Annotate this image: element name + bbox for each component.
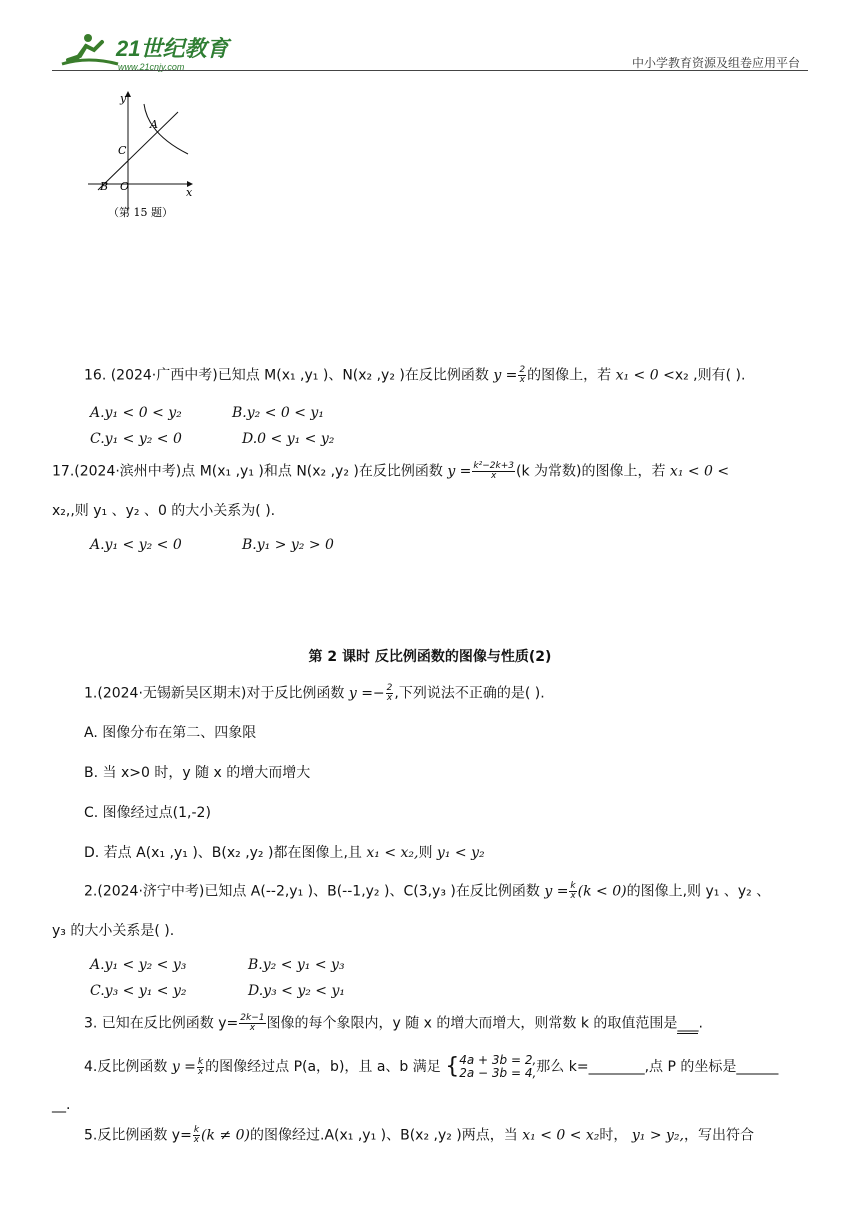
p5-stem-b: 的图像经过.A(x₁ ,y₁ )、B(x₂ ,y₂ )两点，当: [250, 1127, 518, 1144]
p3-stem-b: 图像的每个象限内，y 随 x 的增大而增大，则常数 k 的取值范围是: [266, 1015, 678, 1032]
p5-stem-d: ，写出符合: [684, 1127, 754, 1144]
label-a: A: [150, 118, 158, 131]
q16-frac-num: 2: [519, 365, 526, 375]
figure-caption: （第 15 题）: [108, 206, 173, 219]
p2-frac-den: x: [570, 891, 576, 901]
p3-fraction: [239, 1014, 265, 1033]
q17-frac-den: x: [491, 471, 497, 481]
q17-func-lhs: y =: [447, 463, 472, 480]
p5-frac-num: k: [193, 1125, 200, 1135]
p2-option-d: D.y₃ < y₂ < y₁: [248, 983, 346, 999]
p4-stem-b: 的图像经过点 P(a，b)，且 a、b 满足: [205, 1059, 441, 1075]
p3-frac-den: x: [249, 1023, 256, 1033]
q17-fraction: [472, 462, 515, 481]
q16-option-a: A.y₁ < 0 < y₂: [90, 405, 182, 421]
p3-stem-c: .: [698, 1015, 703, 1032]
label-y: y: [120, 92, 127, 105]
p1-option-d: [84, 844, 485, 862]
q17-frac-num: k²−2k+3: [473, 461, 514, 471]
p4-stem: [84, 1054, 778, 1080]
p1-stem-b: ,下列说法不正确的是( ).: [394, 685, 545, 702]
p2-option-c: C.y₃ < y₁ < y₂: [90, 983, 187, 999]
p3-answer-blank[interactable]: ___: [677, 1015, 699, 1032]
p2-func-rhs: (k < 0): [577, 883, 627, 900]
p4-stem-d: ,点 P 的坐标是: [644, 1059, 737, 1075]
p4-stem-a: 4.反比例函数: [84, 1059, 168, 1075]
q16-option-c: C.y₁ < y₂ < 0: [90, 431, 182, 447]
q17-stem-b: (k 为常数)的图像上，若: [515, 463, 666, 480]
p3-stem-a: 3. 已知在反比例函数 y=: [84, 1015, 239, 1032]
p1-option-c: C. 图像经过点(1,-2): [84, 805, 211, 821]
q16-option-d: D.0 < y₁ < y₂: [242, 431, 335, 447]
label-o: O: [120, 180, 130, 193]
p1-option-a: A. 图像分布在第二、四象限: [84, 725, 257, 741]
header-platform-text: 中小学教育资源及组卷应用平台: [631, 56, 800, 70]
q16-stem-b: 的图像上，若: [527, 367, 612, 384]
p1-option-d-res: y₁ < y₂: [436, 845, 485, 861]
p1-frac-den: x: [386, 693, 393, 703]
p2-stem: [84, 882, 770, 901]
p2-func-lhs: y =: [544, 883, 569, 900]
p1-option-d-a: D. 若点 A(x₁ ,y₁ )、B(x₂ ,y₂ )都在图像上,且: [84, 845, 362, 861]
p2-stem-b: 的图像上,则 y₁ 、y₂ 、: [626, 883, 771, 900]
p4-line2: __.: [52, 1097, 71, 1113]
p4-func-lhs: y =: [171, 1059, 196, 1075]
header-divider: [52, 70, 808, 71]
p1-fraction: [386, 684, 394, 703]
runner-icon: [62, 34, 118, 64]
q16-option-b: B.y₂ < 0 < y₁: [232, 405, 324, 421]
p5-stem: [84, 1126, 754, 1145]
p2-stem-a: 2.(2024·济宁中考)已知点 A(--2,y₁ )、B(--1,y₂ )、C(3,y₃ )在反比例函数: [84, 883, 540, 900]
p4-eq1: 4a + 3b = 2,: [459, 1053, 537, 1067]
p2-option-a: A.y₁ < y₂ < y₃: [90, 957, 187, 973]
p1-stem: [84, 684, 545, 703]
p4-answer-blank-p[interactable]: ______: [736, 1059, 779, 1075]
p4-fraction: [197, 1058, 204, 1077]
logo-text: 21世纪教育: [116, 36, 229, 61]
p1-frac-num: 2: [386, 683, 393, 693]
p5-cond: x₁ < 0 < x₂: [522, 1127, 600, 1144]
p4-eq2: 2a − 3b = 4,: [459, 1066, 537, 1080]
p1-option-d-cond: x₁ < x₂,: [366, 845, 419, 861]
p1-option-d-b: 则: [418, 845, 433, 861]
q16-stem-c: x₂ ,则有( ).: [674, 367, 746, 384]
p5-func-rhs: (k ≠ 0): [201, 1127, 250, 1144]
p5-res: y₁ > y₂,: [631, 1127, 684, 1144]
q15-figure: [82, 86, 202, 224]
p2-fraction: [569, 882, 576, 901]
p4-stem-c: 那么 k=: [536, 1059, 589, 1075]
q17-option-b: B.y₁ > y₂ > 0: [242, 537, 334, 553]
p1-option-b: B. 当 x>0 时，y 随 x 的增大而增大: [84, 765, 311, 781]
site-logo: [58, 30, 238, 74]
logo-url: www.21cnjy.com: [118, 62, 185, 72]
p4-frac-num: k: [197, 1056, 204, 1067]
section-title: 第 2 课时 反比例函数的图像与性质(2): [308, 649, 552, 665]
p2-line2: y₃ 的大小关系是( ).: [52, 923, 175, 939]
q16-fraction: [518, 366, 526, 385]
label-c: C: [118, 144, 127, 157]
q16-cond: x₁ < 0 <: [615, 367, 675, 384]
q17-stem: [52, 462, 729, 481]
p4-frac-den: x: [197, 1066, 204, 1077]
label-x: x: [186, 186, 193, 199]
q16-func-lhs: y =: [493, 367, 518, 384]
p3-frac-num: 2k−1: [240, 1013, 265, 1023]
p1-func-lhs: y =−: [348, 685, 385, 702]
q17-option-a: A.y₁ < y₂ < 0: [90, 537, 182, 553]
p3-stem: [84, 1014, 703, 1034]
p5-fraction: [193, 1126, 200, 1145]
p4-answer-blank-k[interactable]: ________: [588, 1059, 645, 1075]
p4-equation-system: [459, 1054, 536, 1080]
label-b: B: [100, 180, 109, 193]
p4-system-brace: {: [445, 1054, 460, 1079]
q17-stem-a: 17.(2024·滨州中考)点 M(x₁ ,y₁ )和点 N(x₂ ,y₂ )在反比例函数: [52, 463, 443, 480]
q17-cond: x₁ < 0 <: [669, 463, 730, 480]
p2-frac-num: k: [570, 881, 576, 891]
p5-stem-c: 时，: [599, 1127, 628, 1144]
p5-stem-a: 5.反比例函数 y=: [84, 1127, 192, 1144]
q16-stem: [84, 366, 745, 385]
p1-stem-a: 1.(2024·无锡新吴区期末)对于反比例函数: [84, 685, 345, 702]
q16-stem-a: 16. (2024·广西中考)已知点 M(x₁ ,y₁ )、N(x₂ ,y₂ )在反比例函数: [84, 367, 489, 384]
q16-frac-den: x: [519, 375, 525, 385]
q17-line2: x₂,,则 y₁ 、y₂ 、0 的大小关系为( ).: [52, 503, 276, 519]
p5-frac-den: x: [193, 1135, 200, 1145]
line-ab: [98, 112, 178, 190]
p2-option-b: B.y₂ < y₁ < y₃: [248, 957, 345, 973]
